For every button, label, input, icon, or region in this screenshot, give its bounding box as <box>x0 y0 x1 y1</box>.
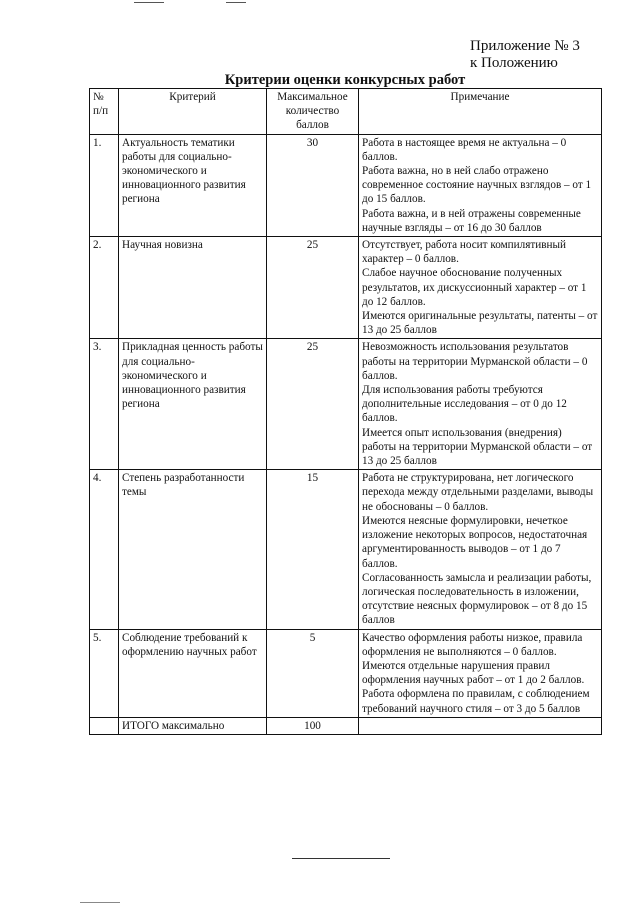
note-line: Имеются отдельные нарушения правил оформления научных работ – от 1 до 2 баллов. <box>362 659 585 687</box>
note-line: Имеются оригинальные результаты, патенты – от 13 до 25 баллов <box>362 310 598 337</box>
note-line: Имеется опыт использования (внедрения) работы на территории Мурманской области – от 13 до 25 баллов <box>362 426 593 468</box>
max-score: 5 <box>267 629 359 717</box>
note-line: Качество оформления работы низкое, правила оформления не выполняются – 0 баллов. <box>362 631 583 658</box>
note-line: Работа в настоящее время не актуальна – 0 баллов. <box>362 136 567 163</box>
row-number: 1. <box>90 134 119 236</box>
total-label: ИТОГО максимально <box>119 717 267 734</box>
total-note <box>359 717 602 734</box>
appendix-reference <box>470 38 580 72</box>
criterion-note <box>359 134 602 236</box>
max-score: 30 <box>267 134 359 236</box>
table-row <box>90 134 602 236</box>
criterion-name: Степень разработанности темы <box>119 470 267 629</box>
note-line: Слабое научное обоснование полученных результатов, их дискуссионный характер – от 1 до 12 баллов. <box>362 267 587 308</box>
scan-mark-bottom-left <box>80 902 120 903</box>
total-row <box>90 717 602 734</box>
criteria-table <box>89 88 602 735</box>
scan-mark-top-right <box>226 2 246 3</box>
note-line: Имеются неясные формулировки, нечеткое изложение некоторых вопросов, недостаточная аргументированность выводов – от 1 до 7 баллов. <box>362 514 588 570</box>
footer-divider <box>292 858 390 859</box>
appendix-line-1: Приложение № 3 <box>470 38 580 54</box>
total-row-number <box>90 717 119 734</box>
table-header-row <box>90 89 602 135</box>
appendix-line-2: к Положению <box>470 55 558 71</box>
max-score: 15 <box>267 470 359 629</box>
row-number: 3. <box>90 339 119 470</box>
criterion-note <box>359 629 602 717</box>
table-row <box>90 629 602 717</box>
column-header-number <box>90 89 119 135</box>
max-score: 25 <box>267 237 359 339</box>
note-line: Для использования работы требуются дополнительные исследования – от 0 до 12 баллов. <box>362 384 567 425</box>
table-row <box>90 339 602 470</box>
criterion-name: Прикладная ценность работы для социально-экономического и инновационного развития региона <box>119 339 267 470</box>
note-line: Работа важна, но в ней слабо отражено современное состояние научных взглядов – от 1 до 15 баллов. <box>362 165 592 206</box>
criterion-name: Научная новизна <box>119 237 267 339</box>
criterion-name: Соблюдение требований к оформлению научных работ <box>119 629 267 717</box>
note-line: Отсутствует, работа носит компилятивный характер – 0 баллов. <box>362 239 567 266</box>
table-row <box>90 237 602 339</box>
criterion-name: Актуальность тематики работы для социально-экономического и инновационного развития региона <box>119 134 267 236</box>
row-number: 5. <box>90 629 119 717</box>
column-header-max-score: Максимальное количество баллов <box>267 89 359 135</box>
table-row <box>90 470 602 629</box>
criteria-table-body <box>90 134 602 734</box>
criterion-note <box>359 237 602 339</box>
note-line: Работа важна, и в ней отражены современные научные взгляды – от 16 до 30 баллов <box>362 207 581 234</box>
note-line: Невозможность использования результатов работы на территории Мурманской области – 0 баллов. <box>362 341 588 382</box>
note-line: Работа оформлена по правилам, с соблюдением требований научного стиля – от 3 до 5 баллов <box>362 688 590 715</box>
column-header-number-label: № п/п <box>93 91 109 118</box>
scan-mark-top-left <box>134 2 164 3</box>
note-line: Согласованность замысла и реализации работы, логическая последовательность в изложении, отсутствие неясных формулировок – от 8 до 15 баллов <box>362 571 592 627</box>
criterion-note <box>359 339 602 470</box>
total-score: 100 <box>267 717 359 734</box>
column-header-note: Примечание <box>359 89 602 135</box>
row-number: 2. <box>90 237 119 339</box>
note-line: Работа не структурирована, нет логического перехода между отдельными разделами, выводы не обоснованы – 0 баллов. <box>362 472 594 513</box>
row-number: 4. <box>90 470 119 629</box>
document-title: Критерии оценки конкурсных работ <box>224 72 466 88</box>
criterion-note <box>359 470 602 629</box>
column-header-criterion: Критерий <box>119 89 267 135</box>
max-score: 25 <box>267 339 359 470</box>
